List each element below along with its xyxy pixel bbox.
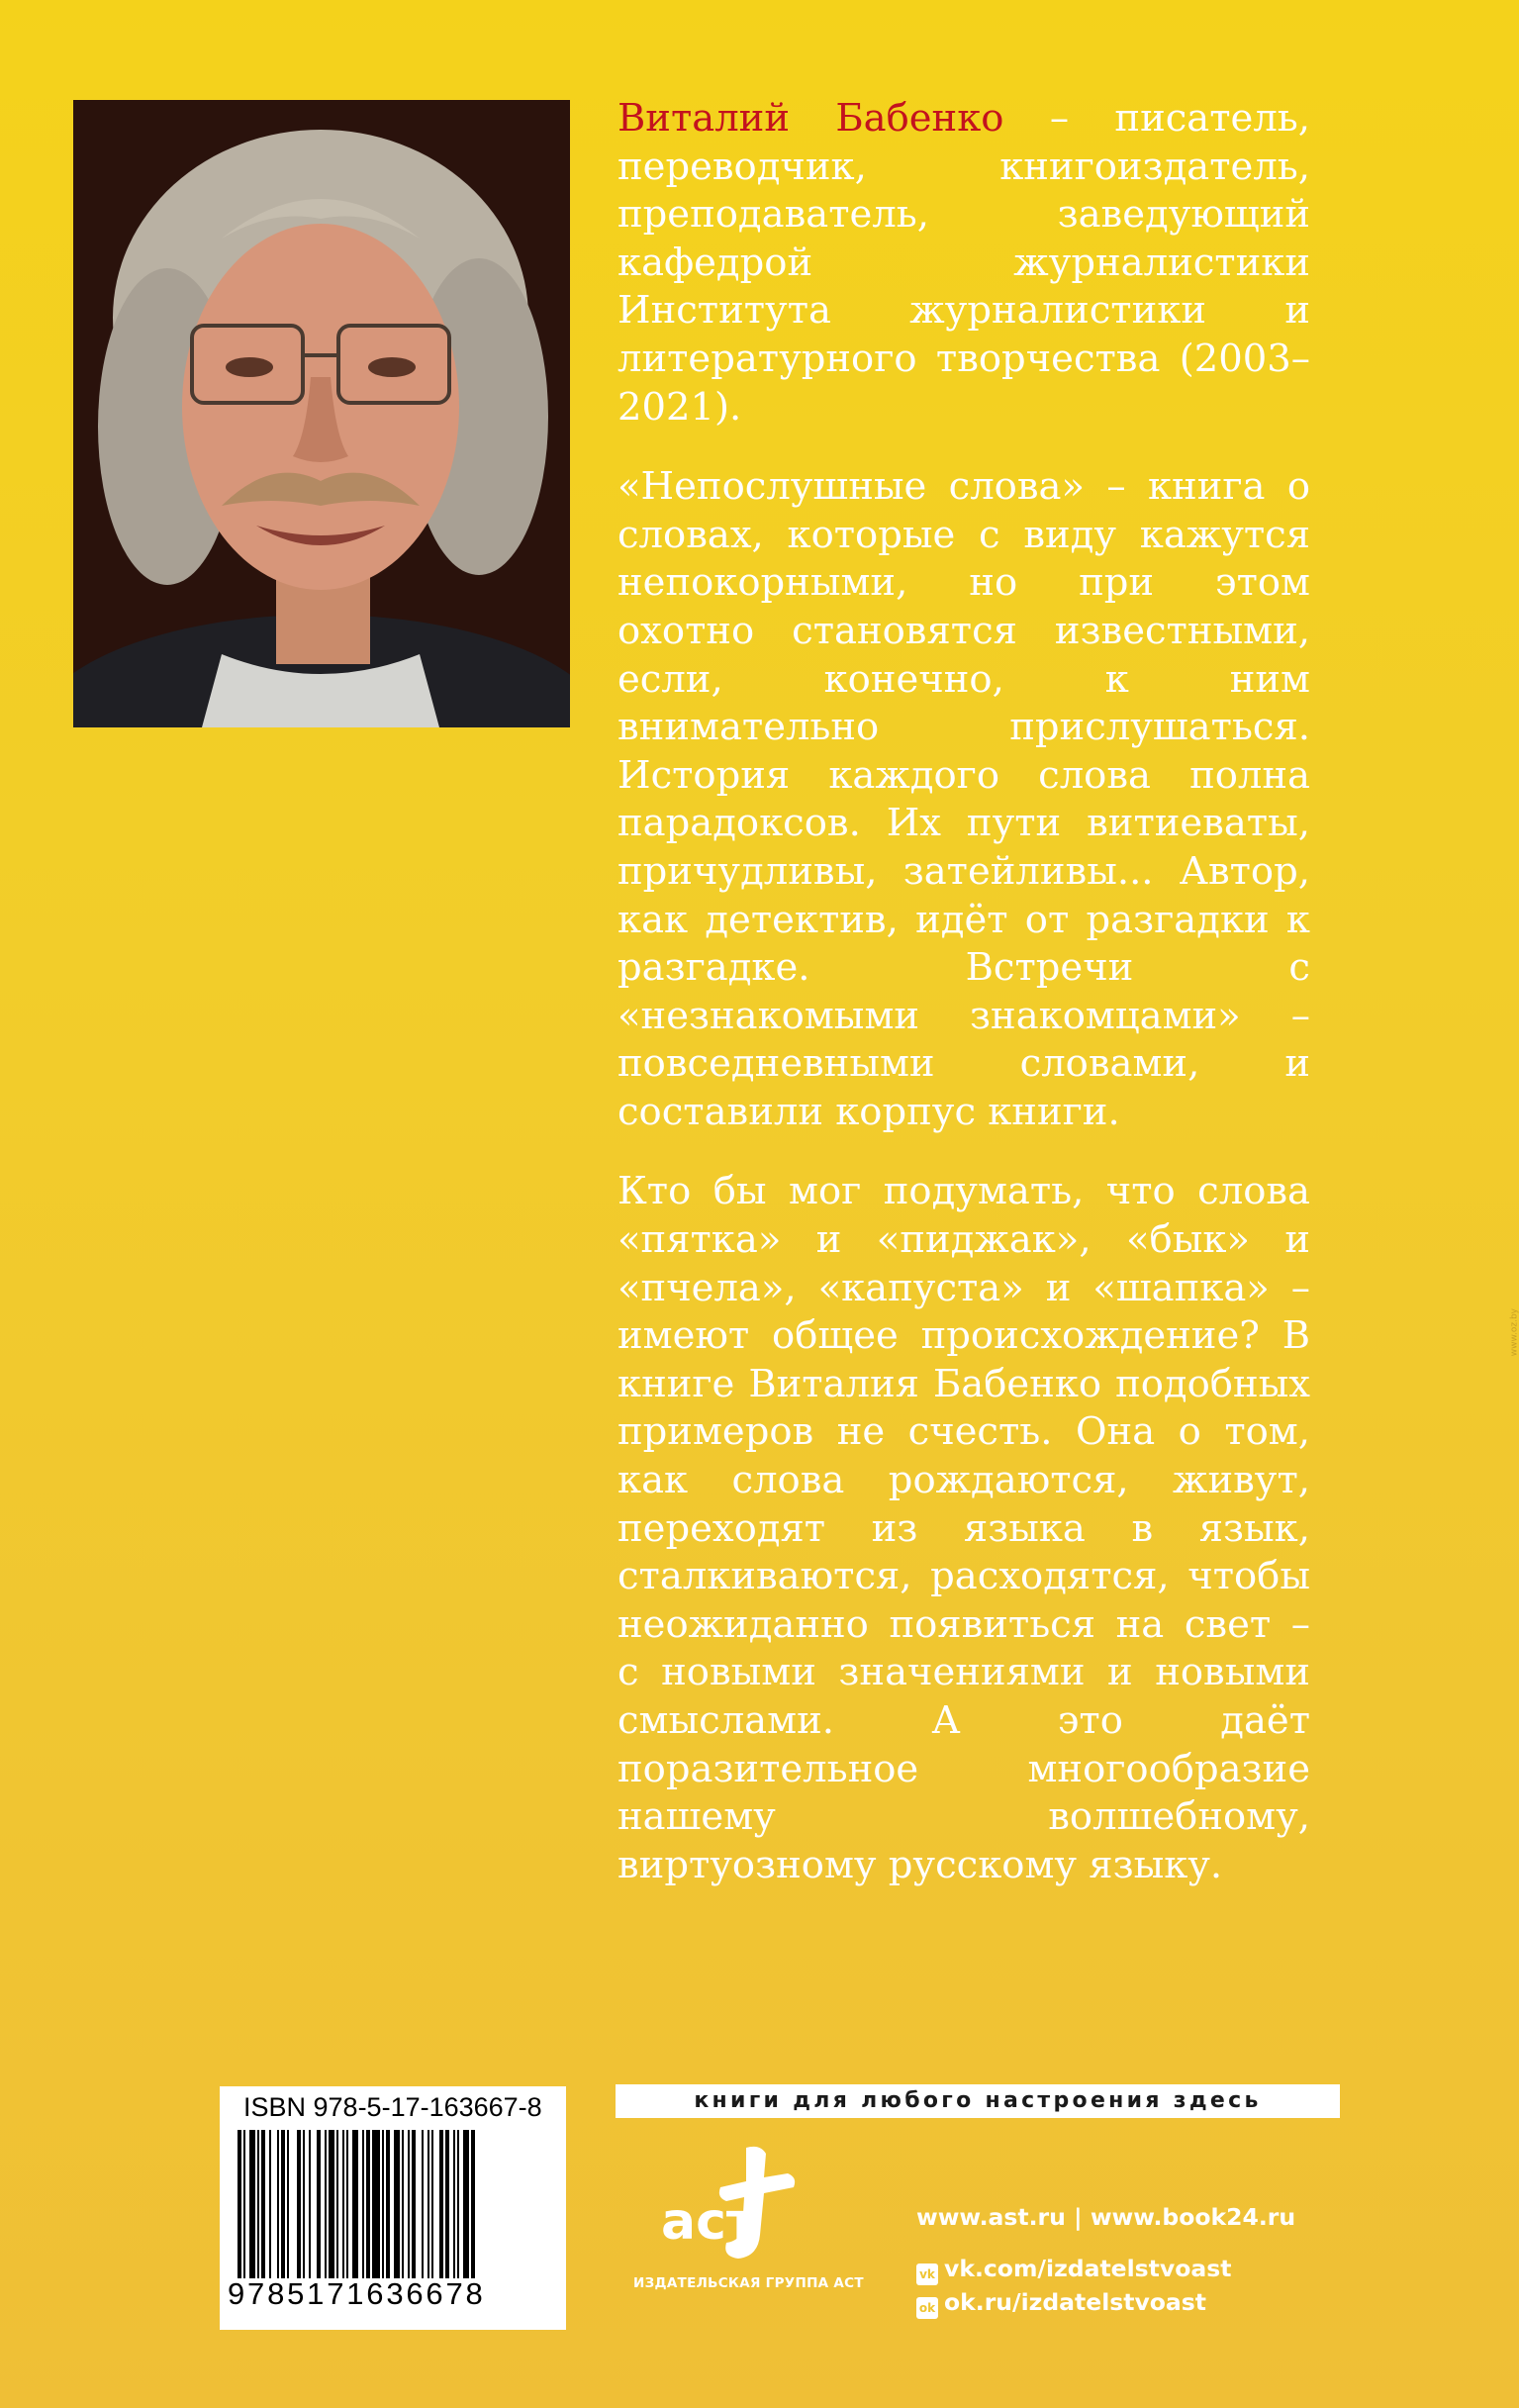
barcode-bar — [382, 2130, 384, 2278]
barcode-bar — [422, 2130, 424, 2278]
barcode-bars — [237, 2130, 548, 2278]
author-name: Виталий Бабенко — [617, 96, 1004, 141]
barcode-bar — [362, 2130, 364, 2278]
barcode-bar — [261, 2130, 265, 2278]
author-bio-text: – писатель, переводчик, книгоиздатель, преподаватель, заведующий кафедрой журналистики Института журналистики и литературного творчества (2003–2021). — [617, 96, 1310, 430]
isbn-label: ISBN 978-5-17-163667-8 — [243, 2092, 542, 2122]
barcode-bar — [453, 2130, 455, 2278]
blurb — [617, 95, 1310, 1921]
barcode-bar — [287, 2130, 289, 2278]
barcode-bar — [427, 2130, 429, 2278]
barcode-bar — [325, 2130, 327, 2278]
barcode-bar — [269, 2130, 271, 2278]
barcode-bar — [277, 2130, 279, 2278]
barcode-bar — [257, 2130, 259, 2278]
author-photo — [73, 100, 570, 727]
website-links[interactable]: www.ast.ru | www.book24.ru — [916, 2203, 1296, 2231]
vk-prefix: vk.com/ — [944, 2255, 1047, 2282]
author-bio — [617, 95, 1310, 432]
barcode-bar — [394, 2130, 400, 2278]
watermark: www.oz.by — [1509, 1308, 1519, 1357]
barcode-bar — [457, 2130, 459, 2278]
publisher-links — [916, 2203, 1296, 2316]
ok-handle: izdatelstvoast — [1020, 2288, 1207, 2316]
barcode-bar — [431, 2130, 433, 2278]
barcode-bar — [352, 2130, 358, 2278]
barcode-bar — [463, 2130, 469, 2278]
publisher-logo — [643, 2144, 802, 2263]
barcode-bar — [303, 2130, 305, 2278]
barcode-bar — [249, 2130, 255, 2278]
barcode-bar — [336, 2130, 338, 2278]
barcode-bar — [402, 2130, 404, 2278]
barcode-bar — [439, 2130, 443, 2278]
author-portrait — [73, 100, 570, 727]
barcode-bar — [372, 2130, 380, 2278]
barcode-bar — [281, 2130, 285, 2278]
barcode-bar — [471, 2130, 475, 2278]
logo-text: аст — [661, 2192, 757, 2252]
barcode-bar — [237, 2130, 241, 2278]
barcode-bar — [243, 2130, 245, 2278]
barcode-digits: 9785171636678 — [228, 2276, 486, 2311]
book-description: «Непослушные слова» – книга о словах, которые с виду кажутся непокорными, но при этом охотно становятся известными, если, конечно, к ним внимательно прислушаться. История каждого слова полна парадоксов. Их пути витиеваты, причудливы, затейливы... Автор, как детектив, идёт от разгадки к разгадке. Встречи с «незнакомыми знакомцами» – повседневными словами, и составили корпус книги. — [617, 464, 1310, 1134]
barcode-bar — [346, 2130, 348, 2278]
ok-prefix: ok.ru/ — [944, 2288, 1021, 2316]
book-description-2: Кто бы мог подумать, что слова «пятка» и «пиджак», «бык» и «пчела», «капуста» и «шапка» – имеют общее происхождение? В книге Виталия Бабенко подобных примеров не счесть. Она о том, как слова рождаются, живут, переходят из языка в язык, сталкиваются, расходятся, чтобы неожиданно появиться на свет – с новыми значениями и новыми смыслами. А это даёт поразительное многообразие нашему волшебному, виртуозному русскому языку. — [617, 1169, 1310, 1887]
barcode-bar — [408, 2130, 410, 2278]
barcode-bar — [412, 2130, 416, 2278]
barcode-bar — [309, 2130, 311, 2278]
vk-handle: izdatelstvoast — [1046, 2255, 1232, 2282]
vk-link[interactable] — [916, 2255, 1231, 2285]
vk-icon: vk — [916, 2264, 938, 2285]
barcode-bar — [366, 2130, 370, 2278]
barcode-bar — [329, 2130, 334, 2278]
publisher-caption: ИЗДАТЕЛЬСКАЯ ГРУППА АСТ — [633, 2275, 864, 2291]
barcode-bar — [386, 2130, 390, 2278]
barcode-box — [220, 2086, 566, 2330]
barcode-bar — [445, 2130, 449, 2278]
ok-icon: ok — [916, 2297, 938, 2319]
barcode-bar — [297, 2130, 301, 2278]
barcode-bar — [342, 2130, 344, 2278]
ok-link[interactable] — [916, 2288, 1206, 2319]
barcode-bar — [317, 2130, 321, 2278]
tagline: книги для любого настроения здесь — [616, 2084, 1340, 2118]
